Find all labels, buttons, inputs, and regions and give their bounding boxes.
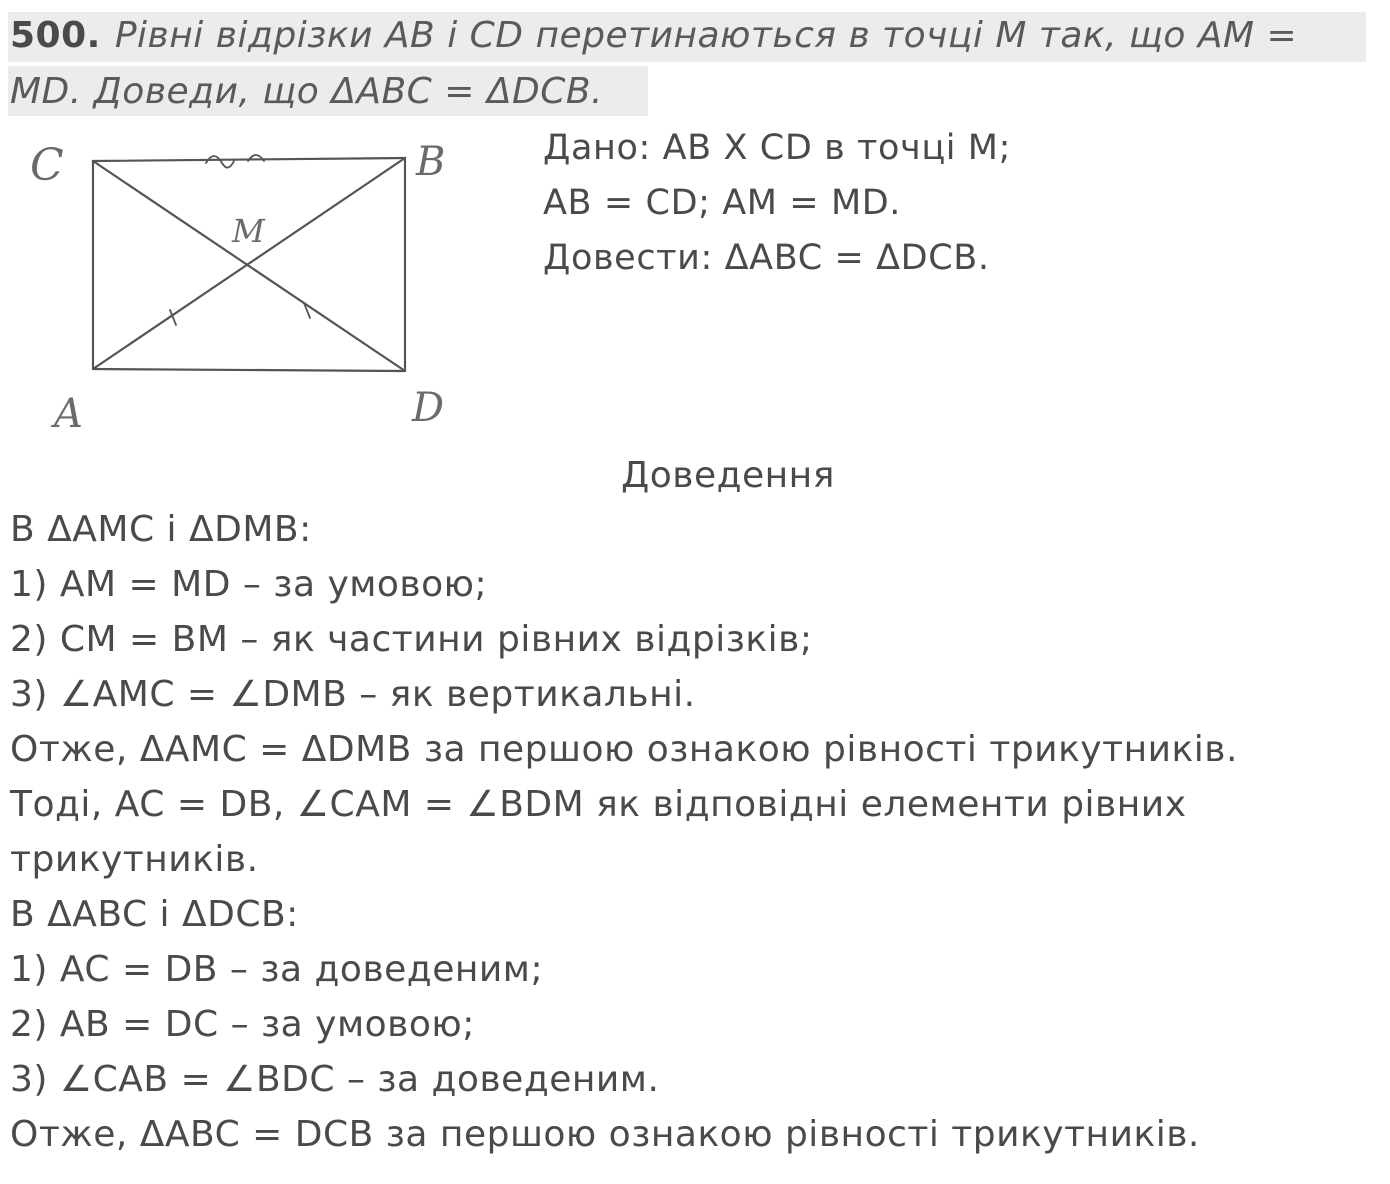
given-line-3: Довести: ΔABC = ΔDCB. (543, 238, 990, 278)
label-d: D (412, 385, 445, 431)
label-c: C (30, 140, 64, 191)
proof-line-4: 3) ∠AMC = ∠DMB – як вертикальні. (10, 674, 696, 715)
proof-line-1: В ΔAMC і ΔDMB: (10, 509, 312, 550)
equal-mark-cb (206, 156, 234, 168)
problem-number: 500. (10, 15, 101, 56)
label-m: M (232, 212, 265, 250)
proof-line-12: Отже, ΔABC = DCB за першою ознакою рівності трикутників. (10, 1114, 1200, 1155)
segment-cd (93, 161, 405, 371)
label-b: B (416, 139, 446, 185)
problem-statement-line1 (10, 14, 1297, 58)
proof-line-2: 1) AM = MD – за умовою; (10, 564, 488, 605)
geometry-figure (20, 125, 460, 435)
label-a: A (54, 391, 83, 435)
given-line-1: Дано: AB X CD в точці M; (543, 128, 1011, 168)
segment-ab (93, 158, 405, 369)
proof-line-8: В ΔABC і ΔDCB: (10, 894, 299, 935)
proof-heading: Доведення (621, 455, 835, 496)
problem-statement-line2: MD. Доведи, що ΔABC = ΔDCB. (10, 71, 603, 112)
side-ad (93, 369, 405, 371)
proof-line-3: 2) CM = BM – як частини рівних відрізків; (10, 619, 813, 660)
proof-line-9: 1) AC = DB – за доведеним; (10, 949, 544, 990)
proof-line-10: 2) AB = DC – за умовою; (10, 1004, 475, 1045)
problem-text-1: Рівні відрізки AB і CD перетинаються в точці M так, що AM = (114, 15, 1298, 56)
given-line-2: AB = CD; AM = MD. (543, 183, 902, 223)
proof-line-7: трикутників. (10, 839, 259, 880)
proof-line-5: Отже, ΔAMC = ΔDMB за першою ознакою рівності трикутників. (10, 729, 1238, 770)
proof-line-11: 3) ∠CAB = ∠BDC – за доведеним. (10, 1059, 660, 1100)
proof-line-6: Тоді, AC = DB, ∠CAM = ∠BDM як відповідні елементи рівних (10, 784, 1187, 825)
